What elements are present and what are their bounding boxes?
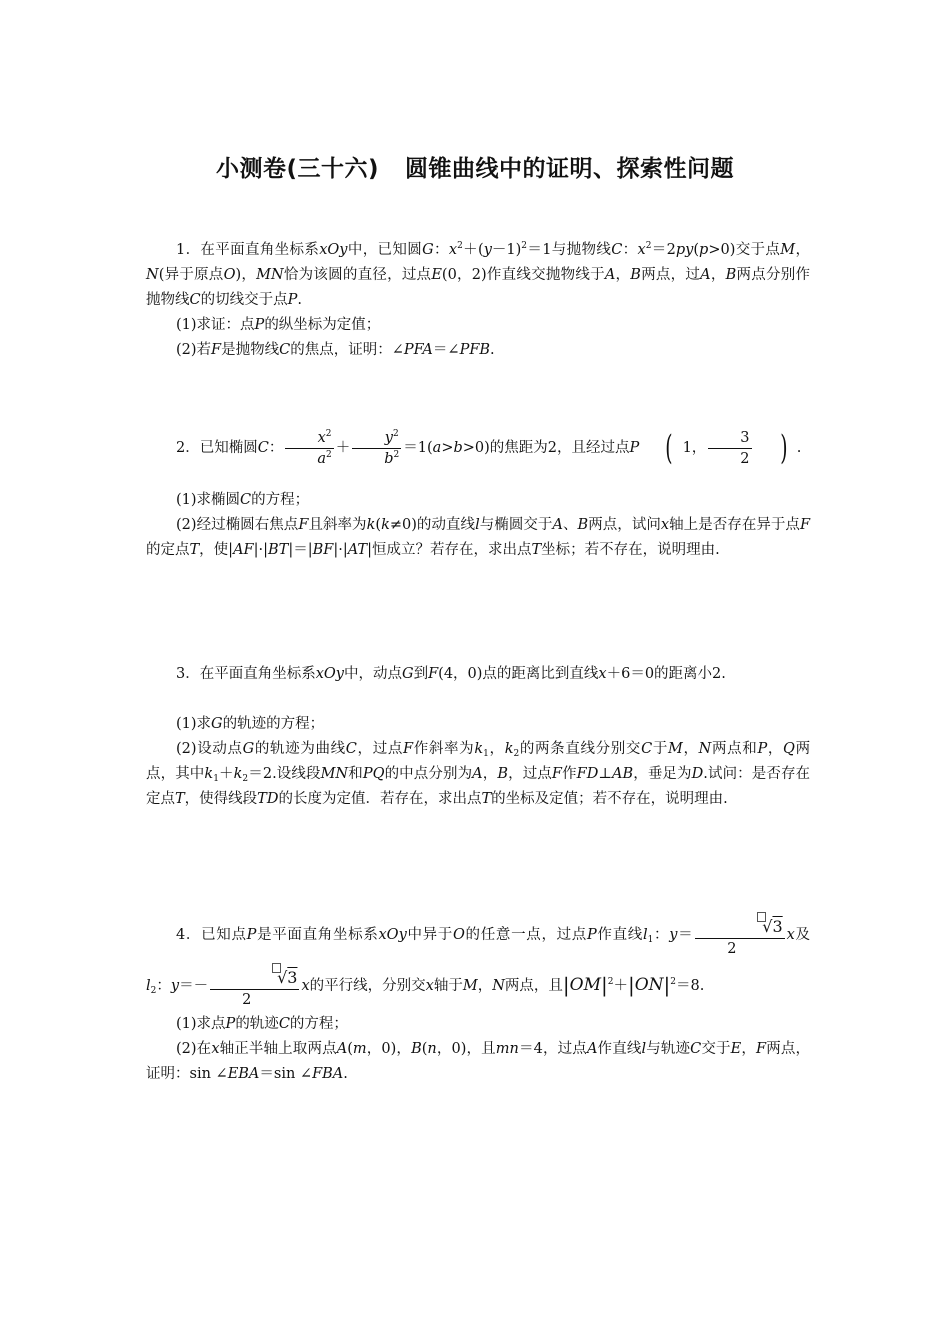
- q4-part2: (2)在x轴正半轴上取两点A(m，0)，B(n，0)，且mn＝4，过点A作直线l与轨迹C交于E，F两点，证明：sin ∠EBA＝sin ∠FBA.: [146, 1041, 811, 1082]
- fraction-sqrt3-2: $\frac{√3}{2}$: [695, 912, 784, 959]
- fraction-x2-a2: $\frac{x^2}{a^2}$: [285, 428, 333, 469]
- q2-stem: 2．已知椭圆C： $\frac{x^2}{a^2}$ ＋ $\frac{y^2}{b^2}$ ＝1(a>b>0)的焦距为2，且经过点P ( 1， $\frac{3}{2}$ ) .: [146, 425, 810, 471]
- fraction-y2-b2: $\frac{y^2}{b^2}$: [352, 428, 401, 469]
- q4-stem: 4．已知点P是平面直角坐标系xOy中异于O的任意一点，过点P作直线$l_1$：y＝ $\frac{√3}{2}$ x及$l_2$：y＝－ $\frac{√3}{2}$ x的平行线，分别交x轴于M，N两点，且$|OM|^2+|ON|^2=8$.: [146, 910, 810, 1011]
- q3-part2: (2)设动点G的轨迹为曲线C，过点F作斜率为$k_1$，$k_2$的两条直线分别交C于M，N两点和P，Q两点，其中$k_1+k_2=2$.设线段MN和PQ的中点分别为A，B，过点F作FD⊥AB，垂足为D.试问：是否存在定点T，使得线段TD的长度为定值．若存在，求出点T的坐标及定值；若不存在，说明理由.: [146, 741, 811, 807]
- page-title: 小测卷(三十六) 圆锥曲线中的证明、探索性问题: [215, 156, 735, 182]
- q3-part1: (1)求G的轨迹的方程；: [176, 716, 325, 732]
- q2-part2: (2)经过椭圆右焦点F且斜率为k(k≠0)的动直线l与椭圆交于A、B两点，试问x轴上是否存在异于点F的定点T，使|AF|·|BT|＝|BF|·|AT|恒成立？若存在，求出点T坐标；若不存在，说明理由.: [146, 517, 811, 558]
- left-paren: (: [665, 428, 673, 468]
- q2-part1: (1)求椭圆C的方程；: [176, 492, 310, 508]
- q1-stem: 1．在平面直角坐标系xOy中，已知圆G：$x^2+(y-1)^2=1$与抛物线C：$x^2=2py(p>0)$交于点M，N(异于原点O)，MN恰为该圆的直径，过点E(0，2)作直线交抛物线于A，B两点，过A，B两点分别作抛物线C的切线交于点P.: [146, 241, 811, 308]
- q4-part1: (1)求点P的轨迹C的方程；: [176, 1016, 348, 1032]
- q1-part1: (1)求证：点P的纵坐标为定值；: [176, 317, 381, 333]
- fraction-sqrt3-2-neg: $\frac{√3}{2}$: [210, 963, 299, 1010]
- q3-stem: 3．在平面直角坐标系xOy中，动点G到F(4，0)点的距离比到直线x＋6＝0的距离小2.: [176, 666, 726, 682]
- fraction-3-2: $\frac{3}{2}$: [708, 428, 751, 469]
- right-paren: ): [779, 428, 788, 468]
- q1-part2: (2)若F是抛物线C的焦点，证明：∠PFA＝∠PFB.: [176, 342, 495, 358]
